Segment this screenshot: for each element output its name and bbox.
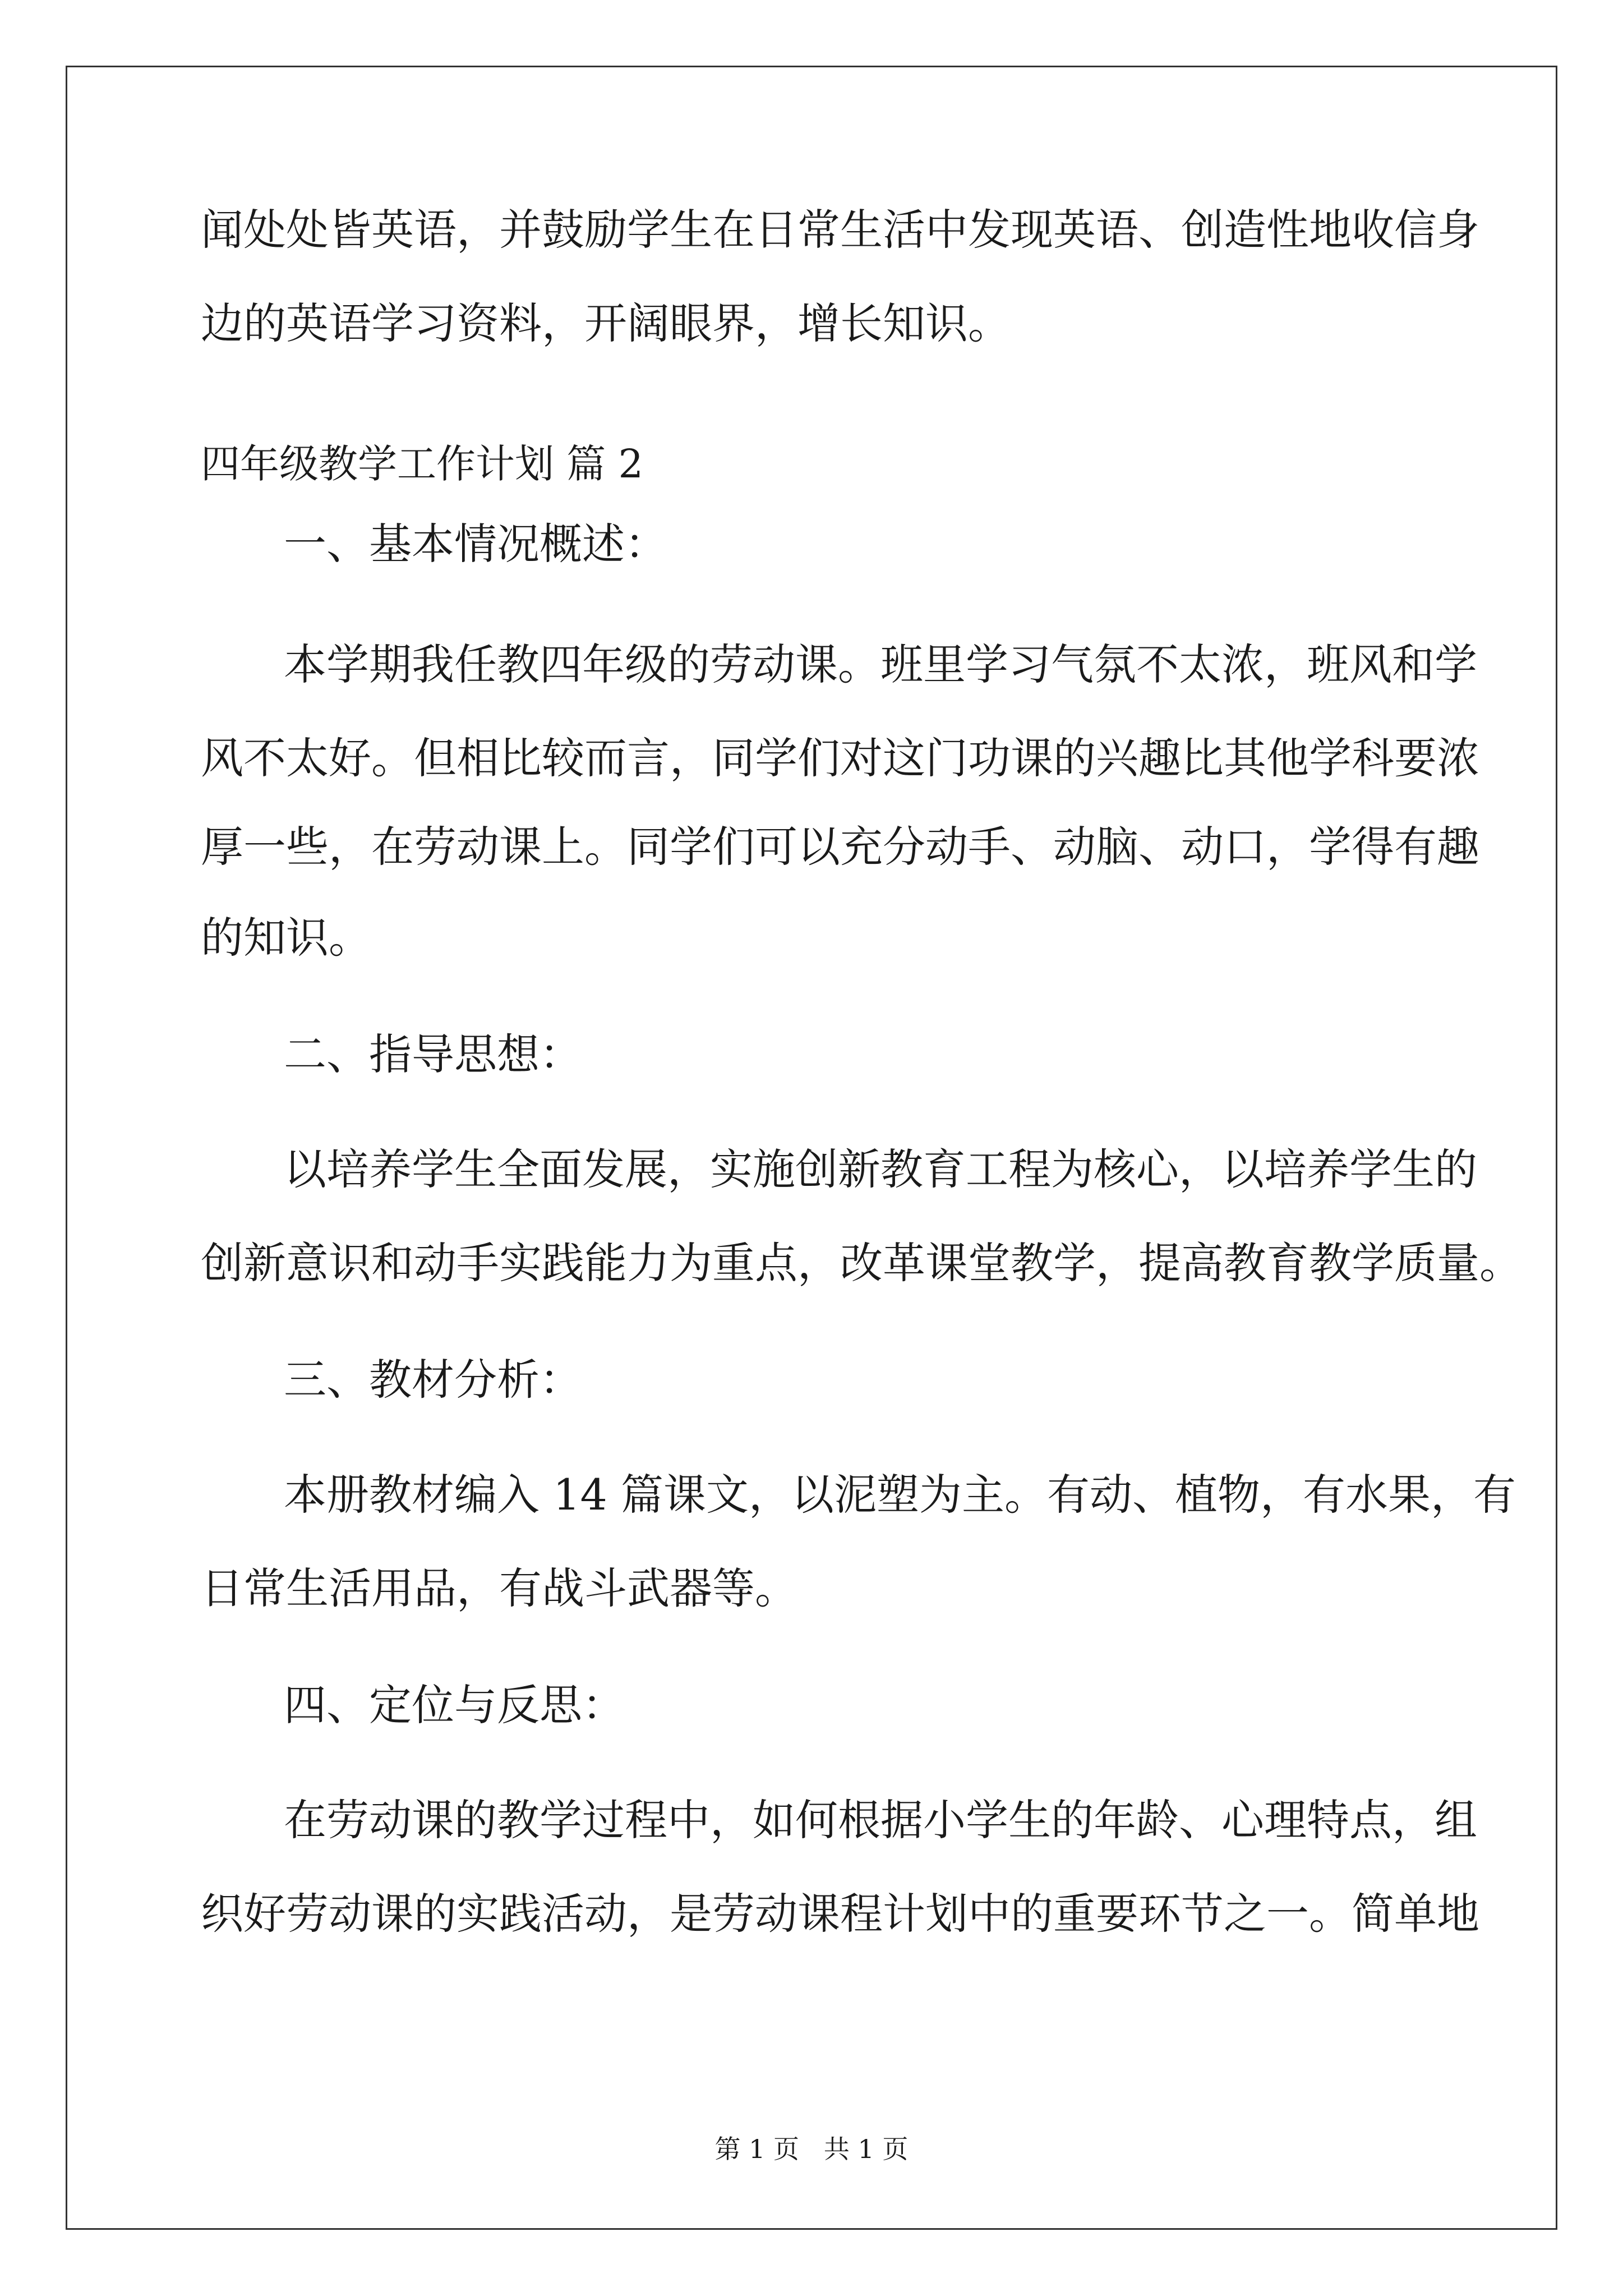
heading-textbook-analysis: 三、教材分析： [284,1355,582,1405]
section-title: 四年级教学工作计划 篇 2 [201,441,644,487]
paragraph-line: 边的英语学习资料，开阔眼界，增长知识。 [201,298,1011,348]
paragraph-line: 以培养学生全面发展，实施创新教育工程为核心，以培养学生的 [284,1144,1477,1194]
paragraph-line: 的知识。 [201,913,371,963]
paragraph-line: 在劳动课的教学过程中，如何根据小学生的年龄、心理特点，组 [284,1795,1477,1845]
paragraph-line: 闻处处皆英语，并鼓励学生在日常生活中发现英语、创造性地收信身 [201,205,1479,255]
paragraph-line: 织好劳动课的实践活动，是劳动课程计划中的重要环节之一。简单地 [201,1889,1479,1939]
paragraph-line: 本册教材编入 14 篇课文，以泥塑为主。有动、植物，有水果，有 [284,1470,1516,1520]
paragraph-line: 本学期我任教四年级的劳动课。班里学习气氛不太浓，班风和学 [284,639,1477,689]
heading-guiding-thought: 二、指导思想： [284,1029,582,1079]
paragraph-line: 厚一些，在劳动课上。同学们可以充分动手、动脑、动口，学得有趣 [201,822,1479,872]
page-footer: 第 1 页 共 1 页 [714,2134,909,2164]
paragraph-line: 创新意识和动手实践能力为重点，改革课堂教学，提高教育教学质量。 [201,1238,1522,1288]
heading-basic-situation: 一、基本情况概述： [284,519,667,569]
heading-positioning-reflection: 四、定位与反思： [284,1680,625,1730]
paragraph-line: 风不太好。但相比较而言，同学们对这门功课的兴趣比其他学科要浓 [201,733,1479,783]
paragraph-line: 日常生活用品，有战斗武器等。 [201,1563,797,1613]
